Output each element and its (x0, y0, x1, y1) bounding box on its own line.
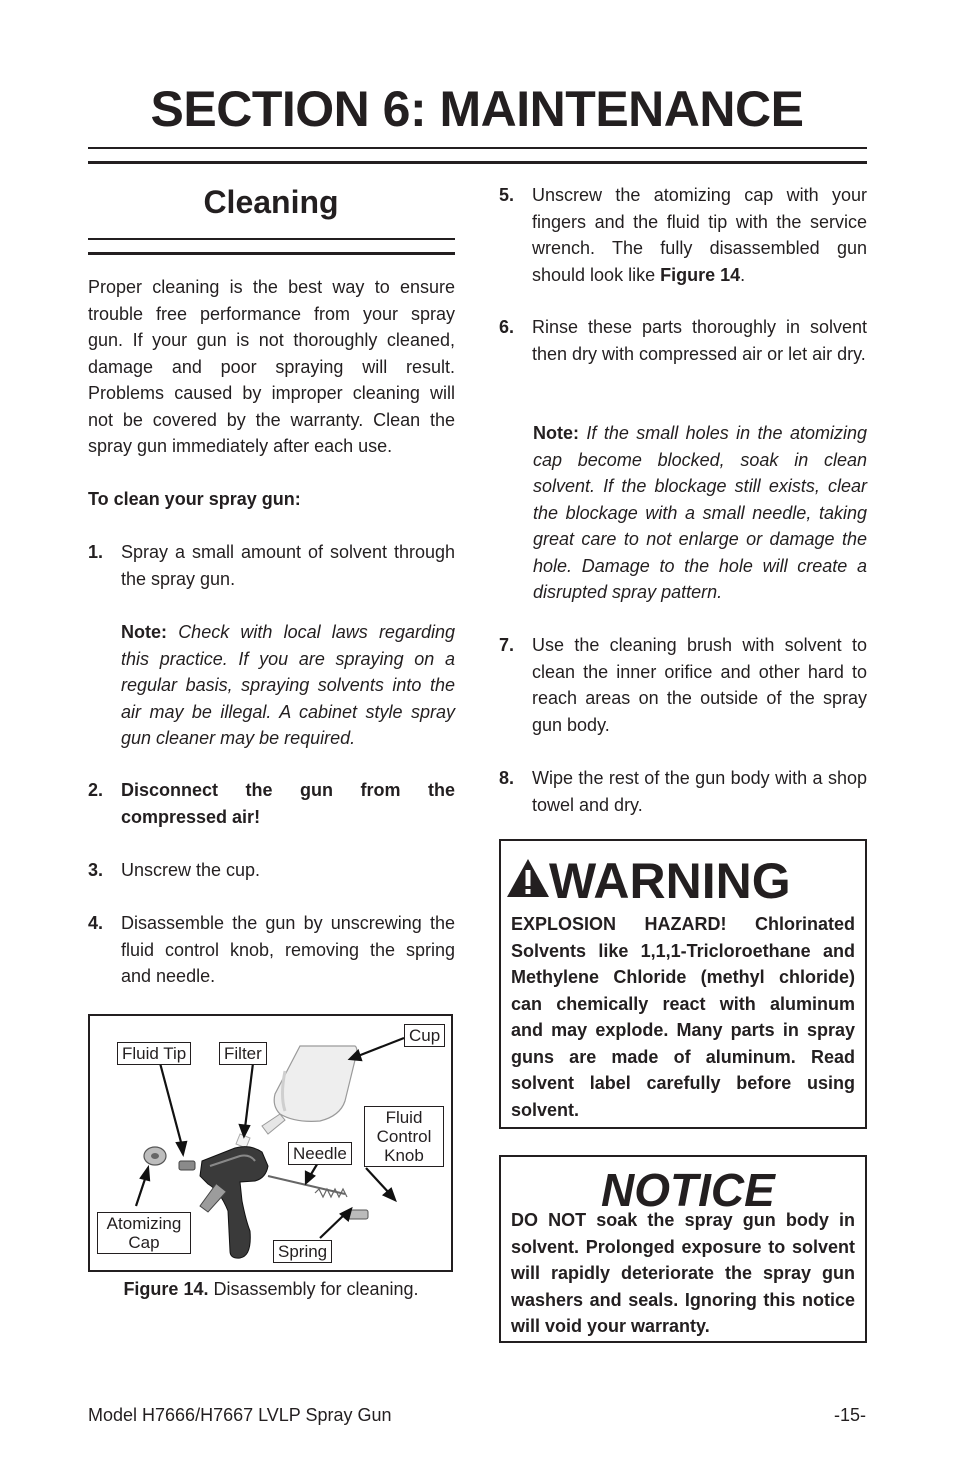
title-rule-top (88, 147, 867, 149)
notice-box (499, 1155, 867, 1343)
note-1 (121, 619, 455, 752)
label-needle: Needle (288, 1142, 352, 1165)
warning-box (499, 839, 867, 1129)
step-text-end: . (740, 264, 746, 285)
warning-text: EXPLOSION HAZARD! Chlorinated Solvents like 1,1,1-Tricloroethane and Methylene Chloride (methyl chloride) can chemically react with aluminum and may explode. Many parts in spray guns are made of aluminum. Read solvent label carefully before using solvent. (511, 914, 855, 1120)
label-line: Fluid (385, 1108, 423, 1127)
label-fluid-control-knob (364, 1106, 444, 1167)
figure-reference: Figure 14 (660, 264, 741, 285)
step-text (532, 182, 867, 288)
step-number: 6. (499, 317, 515, 337)
step-text: Disassemble the gun by unscrewing the fluid control knob, removing the spring and needle. (121, 913, 455, 986)
figure-caption-label: Figure 14. (123, 1279, 209, 1299)
step-3 (88, 857, 455, 884)
figure-caption (88, 1279, 454, 1300)
note-text: If the small holes in the atomizing cap become blocked, soak in clean solvent. If the blockage still exists, clear the blockage with a small needle, taking great care to not enlarge or damage the hole. Damage to the hole will create a disrupted spray pattern. (533, 423, 867, 602)
step-number: 1. (88, 542, 104, 562)
step-number: 5. (499, 185, 515, 205)
label-line: Control (376, 1127, 432, 1146)
step-number: 7. (499, 635, 515, 655)
step-number: 8. (499, 768, 515, 788)
page-number: -15- (833, 1405, 866, 1425)
step-5 (499, 182, 867, 288)
label-line: Atomizing (106, 1214, 182, 1233)
label-fluid-tip: Fluid Tip (117, 1042, 191, 1065)
section-rule-top (88, 238, 455, 240)
figure-caption-text: Disassembly for cleaning. (208, 1279, 419, 1299)
footer-model: Model H7666/H7667 LVLP Spray Gun (88, 1405, 392, 1425)
step-8 (499, 765, 867, 818)
step-number: 4. (88, 913, 104, 933)
step-4 (88, 910, 455, 990)
note-text: Check with local laws regarding this practice. If you are spraying on a regular basis, spraying solvents into the air may be illegal. A cabinet style spray gun cleaner may be required. (121, 622, 455, 748)
note-label: Note: (533, 423, 579, 443)
step-7 (499, 632, 867, 738)
procedure-heading: To clean your spray gun: (88, 489, 301, 509)
note-label: Note: (121, 622, 167, 642)
notice-text: DO NOT soak the spray gun body in solvent. Prolonged exposure to solvent will rapidly deteriorate the spray gun washers and seals. Ignoring this notice will void your warranty. (511, 1210, 855, 1336)
step-2 (88, 777, 455, 830)
warning-triangle-icon (505, 857, 551, 899)
step-text: Wipe the rest of the gun body with a shop towel and dry. (532, 768, 867, 815)
section-rule-bottom (88, 252, 455, 255)
warning-title: WARNING (549, 853, 791, 909)
label-cup: Cup (404, 1024, 445, 1047)
step-text: Rinse these parts thoroughly in solvent then dry with compressed air or let air dry. (532, 317, 867, 364)
notice-title: NOTICE (601, 1164, 775, 1216)
label-line: Knob (384, 1146, 424, 1165)
label-line: Cap (128, 1233, 160, 1252)
note-2 (533, 420, 867, 606)
step-number: 2. (88, 780, 104, 800)
section-title: Cleaning (203, 184, 339, 220)
step-6 (499, 314, 867, 367)
step-text: Use the cleaning brush with solvent to clean the inner orifice and other hard to reach areas on the outside of the spray gun body. (532, 635, 867, 735)
step-number: 3. (88, 860, 104, 880)
figure-14 (88, 1014, 453, 1272)
step-text: Disconnect the gun from the compressed air! (121, 780, 455, 827)
label-spring: Spring (273, 1240, 332, 1263)
intro-paragraph: Proper cleaning is the best way to ensure trouble free performance from your spray gun. If your gun is not thoroughly cleaned, damage and poor spraying will result. Problems caused by improper cleaning will not be covered by the warranty. Clean the spray gun immediately after each use. (88, 277, 455, 456)
label-filter: Filter (219, 1042, 267, 1065)
step-text: Spray a small amount of solvent through the spray gun. (121, 542, 455, 589)
step-text: Unscrew the cup. (121, 860, 261, 880)
label-atomizing-cap (97, 1212, 191, 1254)
step-text-main: Unscrew the atomizing cap with your fingers and the fluid tip with the service wrench. The fully disassembled gun should look like (532, 185, 867, 285)
page-title: SECTION 6: MAINTENANCE (150, 81, 804, 137)
step-1 (88, 539, 455, 592)
title-rule-bottom (88, 161, 867, 164)
